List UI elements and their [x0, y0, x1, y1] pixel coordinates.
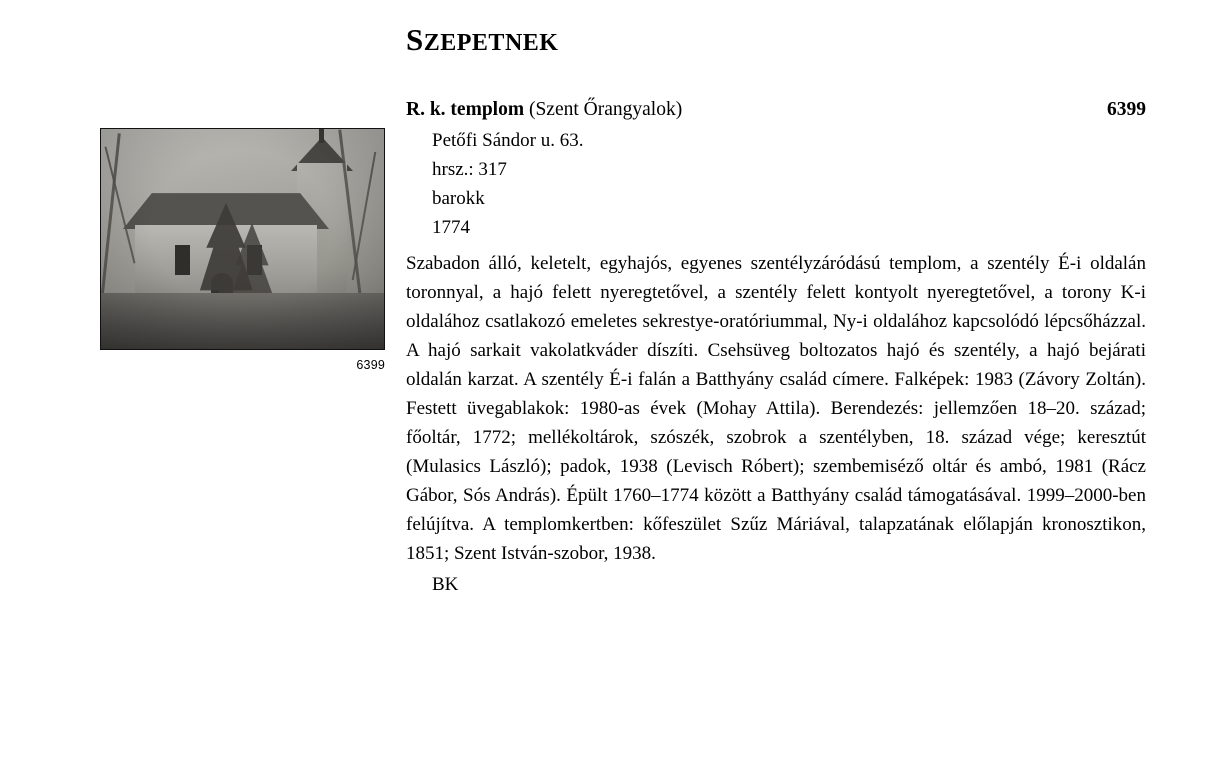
metadata-year: 1774	[432, 216, 470, 238]
entry-title-line	[406, 99, 682, 121]
church-photo	[100, 128, 385, 350]
photo-vignette	[101, 129, 384, 349]
entry-header	[406, 99, 1146, 121]
figure-block	[100, 128, 385, 372]
entry-name: R. k. templom	[406, 99, 525, 120]
entry-dedication: (Szent Őrangyalok)	[528, 99, 683, 120]
metadata-style: barokk	[432, 187, 485, 209]
entry-catalog-number: 6399	[1107, 99, 1146, 120]
metadata-address: Petőfi Sándor u. 63.	[432, 130, 584, 151]
entry-author-initials: BK	[432, 574, 459, 596]
page-title: SZEPETNEK	[406, 22, 559, 57]
figure-caption: 6399	[356, 358, 385, 372]
text-column	[406, 24, 1146, 599]
entry-description: Szabadon álló, keletelt, egyhajós, egyenes szentélyzáródású templom, a szentély É-i oldalán toronnyal, a hajó felett nyeregtetővel, a szentély felett kontyolt nyeregtetővel, a torony K-i oldalához csatlakozó emeletes sekrestye-oratóriummal, Ny-i oldalához kapcsolódó lépcsőházzal. A hajó sarkait vakolatkváder díszíti. Csehsüveg boltozatos hajó és szentély, a hajó bejárati oldalán karzat. A szentély É-i falán a Batthyány család címere. Falképek: 1983 (Závory Zoltán). Festett üvegablakok: 1980-as évek (Mohay Attila). Berendezés: jellemzően 18–20. század; főoltár, 1772; mellékoltárok, szószék, szobrok a szentélyben, 18. század vége; keresztút (Mulasics László); padok, 1938 (Levisch Róbert); szembemiséző oltár és ambó, 1981 (Rácz Gábor, Sós András). Épült 1760–1774 között a Batthyány család támogatásával. 1999–2000-ben felújítva. A templomkertben: kőfeszület Szűz Máriával, talapzatának előlapján kronosztikon, 1851; Szent István-szobor, 1938.	[406, 252, 1146, 565]
entry-description-block	[406, 249, 1146, 569]
metadata-parcel: hrsz.: 317	[432, 158, 507, 180]
entry-metadata-list	[406, 127, 1146, 243]
